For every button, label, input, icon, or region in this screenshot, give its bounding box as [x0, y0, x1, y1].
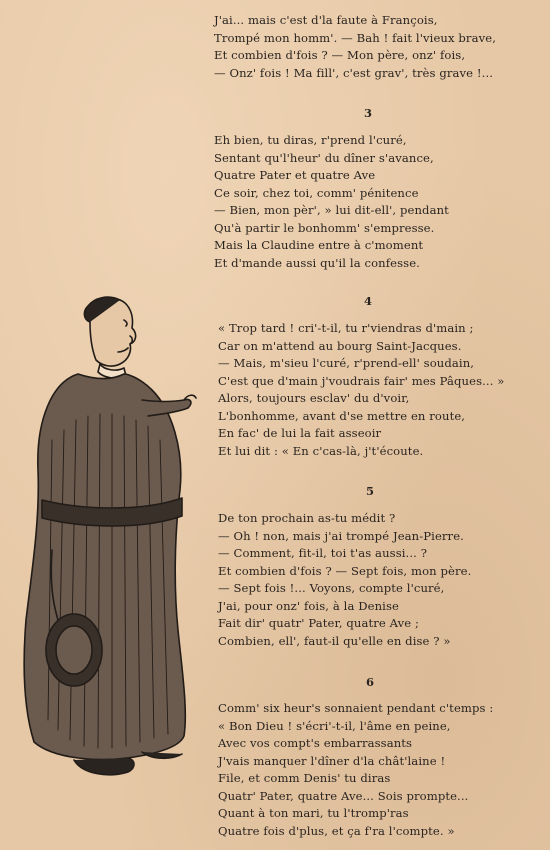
verse-line: Ce soir, chez toi, comm' pénitence [214, 185, 419, 200]
verse-line: — Onz' fois ! Ma fill', c'est grav', très grave !... [214, 65, 494, 80]
verse-line: Quatre Pater et quatre Ave [214, 168, 376, 182]
verse-line: Quatr' Pater, quatre Ave... Sois prompte... [218, 788, 469, 803]
stanza-top [214, 12, 496, 82]
verse-line: Et d'mande aussi qu'il la confesse. [214, 255, 420, 270]
verse-line: Et lui dit : « En c'cas-là, j't'écoute. [218, 443, 424, 458]
stanza-number: 6 [365, 675, 374, 689]
verse-line: Et combien d'fois ? — Mon père, onz' fois, [214, 48, 466, 62]
verse-line: « Bon Dieu ! s'écri'-t-il, l'âme en peine, [218, 718, 451, 733]
verse-line: Eh bien, tu diras, r'prend l'curé, [214, 133, 407, 147]
stanza-5 [218, 510, 471, 650]
stanza-number: 5 [365, 484, 374, 498]
verse-line: En fac' de lui la fait asseoir [218, 426, 382, 440]
verse-line: Fait dir' quatr' Pater, quatre Ave ; [218, 616, 420, 630]
verse-line: Comm' six heur's sonnaient pendant c'temps : [218, 701, 494, 715]
verse-line: J'vais manquer l'dîner d'la chât'laine ! [218, 753, 446, 768]
verse-line: — Oh ! non, mais j'ai trompé Jean-Pierre. [218, 528, 464, 543]
verse-line: Et combien d'fois ? — Sept fois, mon père. [218, 563, 472, 578]
verse-line: « Trop tard ! cri'-t-il, tu r'viendras d'main ; [218, 321, 474, 335]
verse-line: Quatre fois d'plus, et ça f'ra l'compte. » [218, 823, 455, 838]
stanza-4 [218, 320, 504, 460]
verse-line: Quant à ton mari, tu l'tromp'ras [218, 806, 409, 820]
verse-line: — Bien, mon pèr', » lui dit-ell', pendant [214, 203, 449, 217]
verse-line: L'bonhomme, avant d'se mettre en route, [218, 408, 466, 423]
verse-line: — Comment, fit-il, toi t'as aussi... ? [218, 546, 428, 560]
stanza-number: 3 [363, 106, 372, 120]
verse-line: File, et comm Denis' tu diras [218, 771, 391, 785]
stanza-6 [218, 700, 493, 840]
verse-line: Mais la Claudine entre à c'moment [214, 238, 424, 252]
verse-line: Car on m'attend au bourg Saint-Jacques. [218, 338, 462, 353]
verse-line: Sentant qu'l'heur' du dîner s'avance, [214, 150, 434, 165]
verse-line: Avec vos compt's embarrassants [218, 736, 413, 750]
verse-line: J'ai... mais c'est d'la faute à François, [214, 13, 438, 27]
stanza-number: 4 [363, 294, 372, 308]
verse-line: — Mais, m'sieu l'curé, r'prend-ell' soudain, [218, 356, 475, 370]
priest-illustration [12, 290, 197, 790]
verse-line: Combien, ell', faut-il qu'elle en dise ? » [218, 633, 451, 648]
verse-line: De ton prochain as-tu médit ? [218, 511, 396, 525]
verse-line: Qu'à partir le bonhomm' s'empresse. [214, 220, 435, 235]
verse-line: J'ai, pour onz' fois, à la Denise [218, 598, 399, 613]
stanza-3 [214, 132, 449, 272]
verse-line: C'est que d'main j'voudrais fair' mes Pâques... » [218, 373, 505, 388]
verse-line: Trompé mon homm'. — Bah ! fait l'vieux brave, [214, 30, 496, 45]
verse-line: — Sept fois !... Voyons, compte l'curé, [218, 581, 445, 595]
verse-line: Alors, toujours esclav' du d'voir, [218, 391, 410, 405]
